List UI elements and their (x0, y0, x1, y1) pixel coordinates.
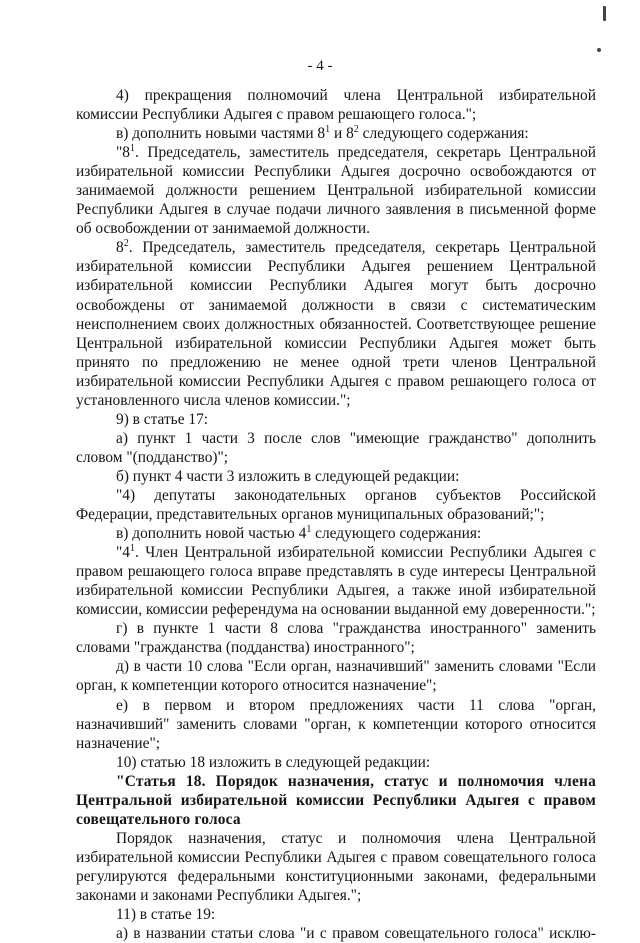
paragraph: 9) в статье 17: (116, 410, 209, 428)
document-body (76, 86, 596, 943)
paragraph: в) дополнить новыми частями $8^1$ и $8^2$ следующего содержания: (116, 123, 529, 143)
paragraph: б) пункт 4 части 3 изложить в следующей редакции: (116, 467, 460, 485)
scan-speck (597, 48, 601, 52)
paragraph: "$4^1$. Член Центральной избирательной комиссии Республики Адыгея с правом решающего голоса вправе представлять в суде интересы Центральной избирательной комиссии Республики Адыгея, а также иной избирательной комиссии, комиссии референдума на основании выданной ему доверенности."; (76, 543, 596, 619)
scan-speck (603, 6, 606, 21)
paragraph: г) в пункте 1 части 8 слова "гражданства иностранного" заменить словами "гражданства (подданства) иностранного"; (76, 620, 596, 657)
paragraph: "4) депутаты законодательных органов субъектов Российской Федерации, представительных органов муниципальных образований;"; (76, 486, 596, 524)
paragraph: Порядок назначения, статус и полномочия члена Центральной избирательной комиссии Республики Адыгея с правом совещательного голоса регулируются федеральными конституционными законами, федеральными законами и законами Республики Адыгея."; (76, 829, 596, 904)
paragraph: а) пункт 1 части 3 после слов "имеющие гражданство" дополнить словом "(подданство)"; (76, 429, 596, 466)
paragraph: а) в названии статьи слова "и с правом совещательного голоса" исклю- (116, 925, 596, 943)
paragraph: "$8^1$. Председатель, заместитель председателя, секретарь Центральной избирательной комиссии Республики Адыгея досрочно освобождаются от занимаемой должности решением Центральной избирательной комиссии Республики Адыгея в случае подачи личного заявления в письменной форме об освобождении от занимаемой должности. (76, 143, 596, 238)
paragraph: 4) прекращения полномочий члена Центральной избирательной комиссии Республики Адыгея с правом решающего голоса."; (76, 87, 596, 124)
article-heading: "Статья 18. Порядок назначения, статус и полномочия члена Центральной избирательной комиссии Республики Адыгея с правом совещательного голоса (76, 772, 596, 828)
paragraph: е) в первом и втором предложениях части 11 слова "орган, назначивший" заменить словами "орган, к компетенции которого относится назначение"; (76, 696, 596, 752)
paragraph: $8^2$. Председатель, заместитель председателя, секретарь Центральной избирательной комиссии Республики Адыгея решением Центральной избирательной комиссии Республики Адыгея могут быть досрочно освобождены от занимаемой должности в связи с систематическим неисполнением своих должностных обязанностей. Соответствующее решение Центральной избирательной комиссии Республики Адыгея может быть принято по предложению не менее одной трети членов Центральной избирательной комиссии Республики Адыгея с правом решающего голоса от установленного числа членов комиссии."; (76, 238, 596, 409)
paragraph: 10) статью 18 изложить в следующей редакции: (116, 753, 431, 771)
paragraph: д) в части 10 слова "Если орган, назначивший" заменить словами "Если орган, к компетенции которого относится назначение"; (76, 658, 596, 695)
paragraph: в) дополнить новой частью $4^1$ следующего содержания: (116, 523, 482, 543)
paragraph: 11) в статье 19: (116, 906, 216, 924)
page-number: - 4 - (307, 58, 333, 74)
